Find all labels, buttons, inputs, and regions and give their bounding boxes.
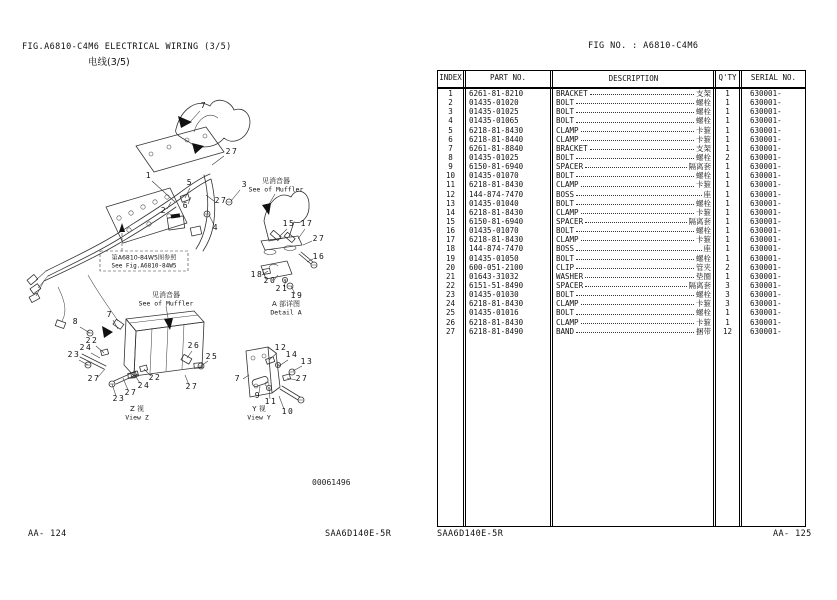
callout-leader-line	[231, 190, 240, 201]
callout-number: 27	[295, 374, 309, 383]
col-header-index: INDEX	[439, 73, 462, 82]
part-description-zh: 螺栓	[696, 116, 711, 126]
callout-leader-line	[303, 241, 312, 245]
see-fig-ref-en: See Fig.A6810-84W5	[111, 262, 177, 270]
part-description-zh: 卡箍	[696, 134, 711, 144]
dot-leader	[576, 171, 694, 177]
part-description-zh: 捆带	[696, 326, 711, 336]
table-row: 6 6218-81-8440 CLAMP 卡箍 1 630001-	[438, 135, 805, 144]
callout-number: 27	[312, 234, 326, 243]
dot-leader	[576, 153, 694, 159]
dot-leader	[581, 235, 694, 241]
part-description-en: BOLT	[556, 116, 575, 126]
wiring-diagram	[18, 75, 430, 477]
dot-leader	[590, 144, 694, 150]
part-description-en: SPACER	[556, 162, 584, 172]
parts-table	[437, 70, 806, 527]
table-row: 10 01435-01070 BOLT 螺栓 1 630001-	[438, 171, 805, 180]
part-description-zh: 垫圈	[696, 271, 711, 281]
table-row: 21 01643-31032 WASHER 垫圈 1 630001-	[438, 272, 805, 281]
table-row: 26 6218-81-8430 CLAMP 卡箍 1 630001-	[438, 318, 805, 327]
callout-number: 7	[234, 374, 242, 383]
callout-number: 27	[124, 388, 138, 397]
diagram-label-zh: 见消音器	[262, 177, 290, 185]
callout-leader-line	[187, 351, 192, 358]
diagram-label-zh: A 部详图	[271, 300, 301, 308]
part-description-zh: 支架	[696, 143, 711, 153]
table-row: 12 144-874-7470 BOSS 座 1 630001-	[438, 190, 805, 199]
dot-leader	[576, 107, 694, 113]
callout-number: 13	[300, 357, 314, 366]
part-description-en: SPACER	[556, 280, 584, 290]
part-description-zh: 螺栓	[696, 308, 711, 318]
diagram-label-en: View Y	[247, 413, 271, 422]
dot-leader	[576, 116, 694, 122]
part-description-zh: 座	[703, 244, 711, 254]
part-description-en: CLAMP	[556, 299, 579, 309]
part-description-en: BOLT	[556, 290, 575, 300]
callout-number: 24	[79, 343, 93, 352]
callout-number: 11	[264, 397, 278, 406]
callout-number: 15	[282, 219, 296, 228]
callout-number: 16	[312, 252, 326, 261]
dot-leader	[585, 272, 694, 278]
part-description-zh: 螺栓	[696, 152, 711, 162]
dot-leader	[581, 299, 694, 305]
part-description-en: BOSS	[556, 244, 575, 254]
part-description-en: BRACKET	[556, 89, 588, 98]
callout-number: 7	[106, 310, 114, 319]
table-row: 19 01435-01050 BOLT 螺栓 1 630001-	[438, 254, 805, 263]
part-description-en: WASHER	[556, 271, 584, 281]
part-description-en: BOLT	[556, 152, 575, 162]
part-description-zh: 隔离套	[688, 280, 711, 290]
part-description-zh: 卡箍	[696, 299, 711, 309]
diagram-label-en: View Z	[125, 413, 149, 422]
see-fig-ref-zh: 第A6810-84W5图参照	[111, 254, 177, 262]
part-description-en: CLIP	[556, 262, 575, 272]
callout-number: 26	[187, 341, 201, 350]
callout-number: 21	[275, 284, 289, 293]
callout-number: 8	[72, 317, 80, 326]
part-description-en: BOLT	[556, 226, 575, 236]
table-row: 18 144-874-7470 BOSS 座 1 630001-	[438, 244, 805, 253]
callout-leader-line	[96, 346, 104, 353]
callout-number: 7	[200, 101, 208, 110]
diagram-label-zh: Y 视	[252, 405, 266, 413]
callout-number: 27	[225, 147, 239, 156]
col-header-serial: SERIAL NO.	[739, 71, 805, 87]
dot-leader	[581, 180, 694, 186]
table-row: 2 01435-01020 BOLT 螺栓 1 630001-	[438, 98, 805, 107]
col-header-part: PART NO.	[463, 71, 550, 87]
callout-leader-line	[212, 156, 224, 165]
part-description-zh: 隔离套	[688, 162, 711, 172]
callout-number: 23	[67, 350, 81, 359]
table-row: 7 6261-81-8840 BRACKET 支架 1 630001-	[438, 144, 805, 153]
dot-leader	[590, 89, 694, 95]
dot-leader	[576, 327, 694, 333]
callout-number: 5	[186, 178, 194, 187]
callout-number: 10	[281, 407, 295, 416]
part-description-zh: 卡箍	[696, 125, 711, 135]
callout-leader-line	[279, 229, 287, 237]
callout-number: 22	[148, 373, 162, 382]
callout-number: 6	[182, 201, 190, 210]
dot-leader	[576, 190, 701, 196]
table-empty-fill	[438, 336, 805, 526]
part-description-en: CLAMP	[556, 134, 579, 144]
callout-leader-line	[269, 353, 277, 360]
dot-leader	[576, 263, 694, 269]
table-row: 9 6150-81-6940 SPACER 隔离套 1 630001-	[438, 162, 805, 171]
part-description-zh: 螺栓	[696, 226, 711, 236]
callout-leader-line	[293, 366, 302, 371]
table-row: 24 6218-81-8430 CLAMP 卡箍 3 630001-	[438, 299, 805, 308]
callout-number: 9	[254, 391, 262, 400]
dot-leader	[576, 254, 694, 260]
part-description-en: SPACER	[556, 216, 584, 226]
table-row: 25 01435-01016 BOLT 螺栓 1 630001-	[438, 308, 805, 317]
table-row: 22 6151-51-8490 SPACER 隔离套 3 630001-	[438, 281, 805, 290]
dot-leader	[581, 208, 694, 214]
fig-title-zh: 电线(3/5)	[88, 57, 130, 68]
callout-number: 18	[250, 270, 264, 279]
callout-number: 4	[212, 223, 220, 232]
callout-leader-line	[91, 353, 100, 358]
dot-leader	[581, 135, 694, 141]
fig-number: FIG NO. : A6810-C4M6	[588, 41, 699, 51]
dot-leader	[581, 318, 694, 324]
dot-leader	[585, 217, 686, 223]
dot-leader	[576, 290, 694, 296]
part-description-en: CLAMP	[556, 125, 579, 135]
part-description-zh: 管夹	[696, 262, 711, 272]
dot-leader	[576, 199, 694, 205]
table-row: 1 6261-81-8210 BRACKET 支架 1 630001-	[438, 89, 805, 98]
callout-number: 17	[300, 219, 314, 228]
table-row: 15 6150-81-6940 SPACER 隔离套 1 630001-	[438, 217, 805, 226]
table-row: 11 6218-81-8430 CLAMP 卡箍 1 630001-	[438, 180, 805, 189]
callout-leader-line	[279, 360, 288, 366]
part-description-en: BOLT	[556, 98, 575, 108]
diagram-label-en: Detail A	[270, 308, 302, 317]
callout-number: 25	[205, 352, 219, 361]
part-description-zh: 卡箍	[696, 207, 711, 217]
part-description-en: BAND	[556, 326, 575, 336]
callout-number: 1	[145, 171, 153, 180]
part-description-en: BOSS	[556, 189, 575, 199]
table-row: 3 01435-01025 BOLT 螺栓 1 630001-	[438, 107, 805, 116]
diagram-label-zh: Z 视	[129, 405, 145, 413]
part-description-zh: 支架	[696, 89, 711, 98]
callout-leader-line	[185, 188, 190, 198]
callout-number: 23	[112, 394, 126, 403]
left-page-number: AA- 124	[28, 529, 67, 539]
callout-number: 22	[85, 336, 99, 345]
part-description-en: BOLT	[556, 171, 575, 181]
fig-title: FIG.A6810-C4M6 ELECTRICAL WIRING (3/5)	[22, 42, 232, 52]
part-description-en: BOLT	[556, 198, 575, 208]
callout-number: 19	[290, 291, 304, 300]
table-row: 4 01435-01065 BOLT 螺栓 1 630001-	[438, 116, 805, 125]
part-description-en: BRACKET	[556, 143, 588, 153]
callout-number: 20	[263, 276, 277, 285]
col-header-desc-label: DESCRIPTION	[608, 74, 659, 83]
table-row: 14 6218-81-8430 CLAMP 卡箍 1 630001-	[438, 208, 805, 217]
dot-leader	[581, 126, 694, 132]
table-row: 5 6218-81-8430 CLAMP 卡箍 1 630001-	[438, 126, 805, 135]
callout-number: 27	[185, 382, 199, 391]
callout-leader-line	[190, 111, 200, 122]
part-description-zh: 隔离套	[688, 216, 711, 226]
diagram-label-zh: 见消音器	[152, 291, 180, 299]
table-row: 23 01435-01030 BOLT 螺栓 3 630001-	[438, 290, 805, 299]
callout-number: 27	[87, 374, 101, 383]
part-description-en: CLAMP	[556, 207, 579, 217]
callout-number: 3	[241, 180, 249, 189]
callout-number: 27	[214, 196, 228, 205]
diagram-label-en: See of Muffler	[138, 299, 194, 308]
part-description-zh: 螺栓	[696, 290, 711, 300]
part-description-zh: 卡箍	[696, 180, 711, 190]
part-description-zh: 螺栓	[696, 198, 711, 208]
col-header-desc	[550, 71, 713, 87]
table-row: 16 01435-01070 BOLT 螺栓 1 630001-	[438, 226, 805, 235]
part-description-en: BOLT	[556, 308, 575, 318]
part-description-zh: 座	[703, 189, 711, 199]
dot-leader	[576, 244, 701, 250]
dot-leader	[576, 308, 694, 314]
diagram-label-en: See of Muffler	[248, 185, 304, 194]
left-model-code: SAA6D140E-5R	[325, 529, 392, 539]
callout-leader-line	[298, 229, 305, 239]
part-description-en: BOLT	[556, 253, 575, 263]
callout-number: 2	[160, 206, 168, 215]
table-row: 20 600-051-2100 CLIP 管夹 2 630001-	[438, 263, 805, 272]
callout-number: 12	[274, 343, 288, 352]
table-row: 13 01435-01040 BOLT 螺栓 1 630001-	[438, 199, 805, 208]
table-row: 27 6218-81-8490 BAND 捆带 12 630001-	[438, 327, 805, 336]
part-description-zh: 螺栓	[696, 107, 711, 117]
callout-number: 14	[285, 350, 299, 359]
callout-number: 24	[137, 381, 151, 390]
part-description-zh: 螺栓	[696, 171, 711, 181]
part-description-zh: 螺栓	[696, 253, 711, 263]
dot-leader	[576, 98, 694, 104]
part-description-en: BOLT	[556, 107, 575, 117]
drawing-number: 00061496	[312, 478, 351, 487]
table-row: 8 01435-01025 BOLT 螺栓 2 630001-	[438, 153, 805, 162]
dot-leader	[585, 162, 686, 168]
part-description-en: CLAMP	[556, 180, 579, 190]
right-page-number: AA- 125	[773, 529, 812, 539]
parts-table-body	[438, 89, 805, 336]
dot-leader	[576, 226, 694, 232]
part-description-zh: 螺栓	[696, 98, 711, 108]
dot-leader	[585, 281, 686, 287]
part-description-zh: 卡箍	[696, 235, 711, 245]
right-model-code: SAA6D140E-5R	[437, 529, 504, 539]
table-header-row	[438, 71, 805, 89]
part-description-en: CLAMP	[556, 235, 579, 245]
col-header-qty: Q'TY	[713, 71, 739, 87]
part-description-en: CLAMP	[556, 317, 579, 327]
part-description-zh: 卡箍	[696, 317, 711, 327]
table-row: 17 6218-81-8430 CLAMP 卡箍 1 630001-	[438, 235, 805, 244]
label-arrows	[164, 194, 275, 330]
